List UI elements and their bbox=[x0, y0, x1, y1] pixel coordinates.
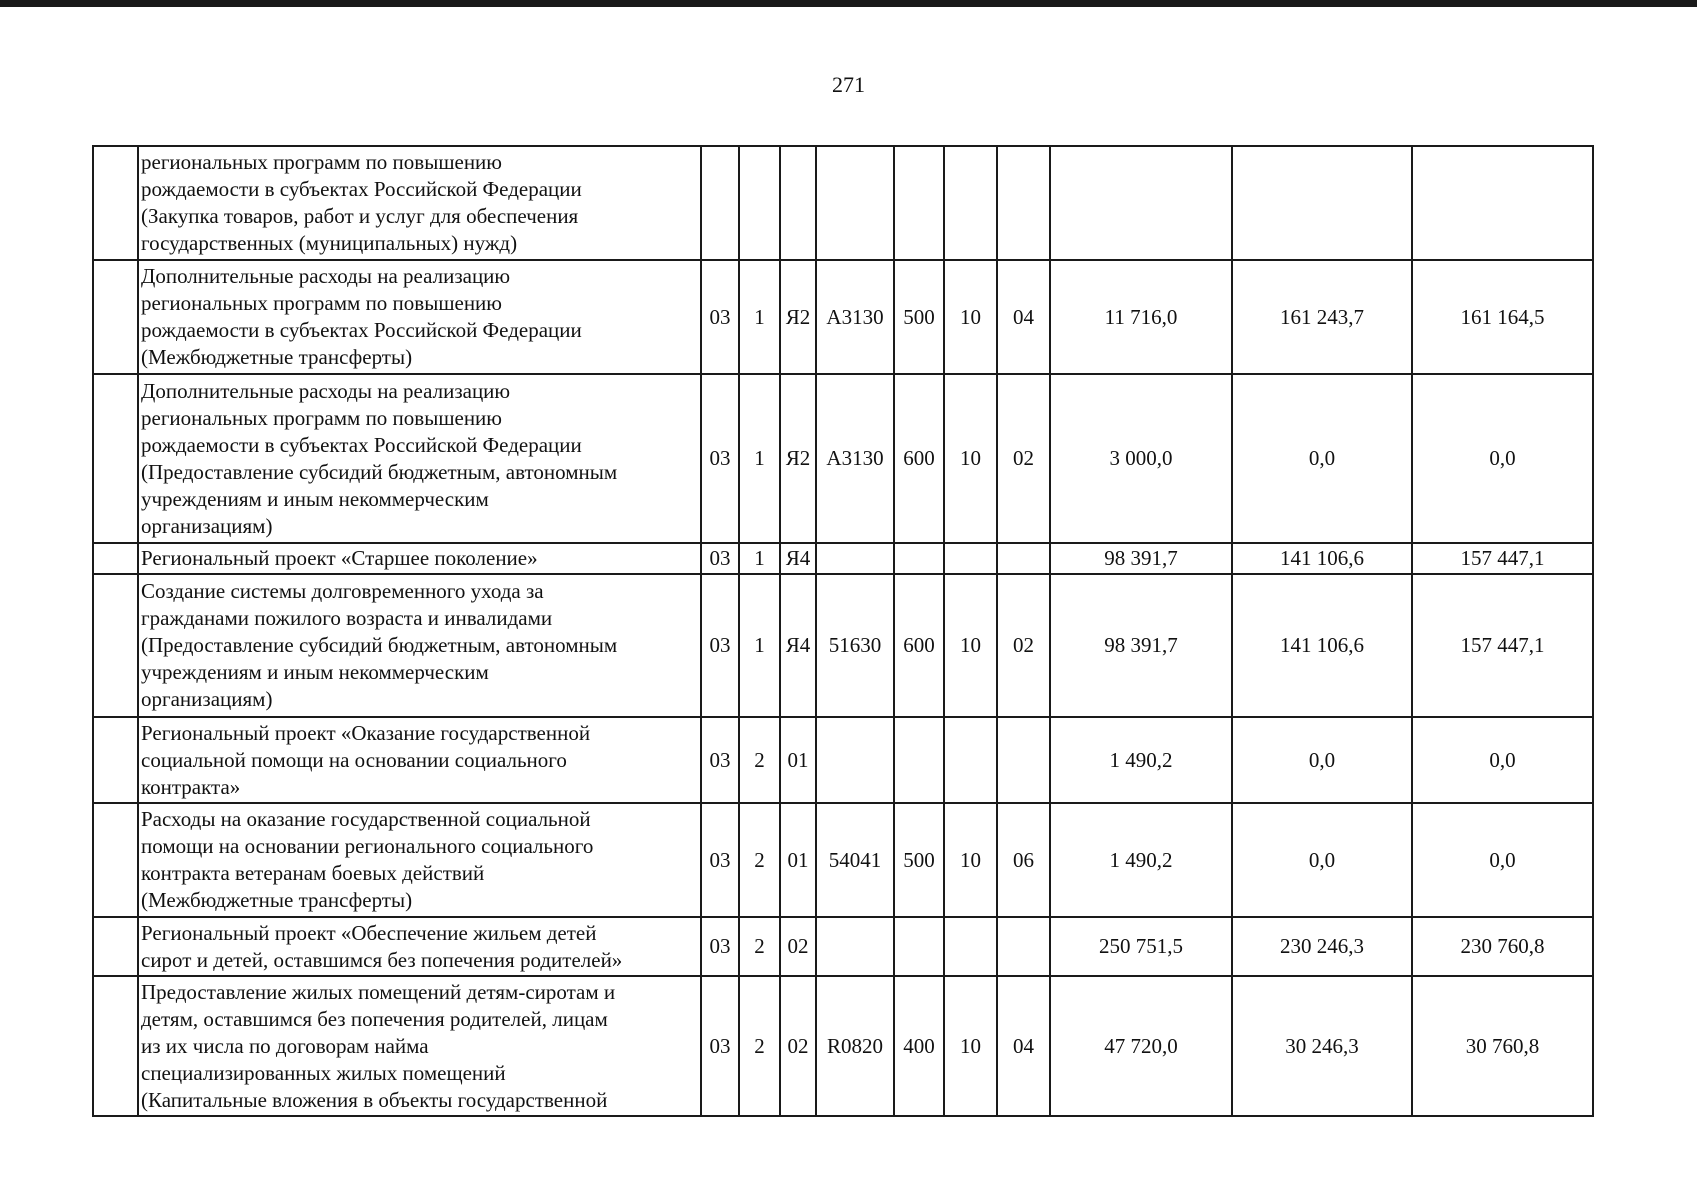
code-cell-section: 10 bbox=[944, 260, 997, 374]
description-line: региональных программ по повышению bbox=[141, 291, 502, 315]
row-description bbox=[138, 574, 701, 717]
code-cell-project: 02 bbox=[780, 917, 816, 976]
amount-year-2: 141 106,6 bbox=[1232, 543, 1412, 574]
code-cell-direction: 54041 bbox=[816, 803, 894, 917]
code-cell-section: 10 bbox=[944, 374, 997, 543]
description-line: рождаемости в субъектах Российской Федерации bbox=[141, 318, 582, 342]
amount-year-2: 30 246,3 bbox=[1232, 976, 1412, 1116]
row-marker-cell bbox=[93, 976, 138, 1116]
code-cell-project: 01 bbox=[780, 717, 816, 803]
row-marker-cell bbox=[93, 803, 138, 917]
description-line: организациям) bbox=[141, 513, 273, 538]
amount-year-3: 30 760,8 bbox=[1412, 976, 1593, 1116]
code-cell-section bbox=[944, 717, 997, 803]
description-line: детям, оставшимся без попечения родителей, лицам bbox=[141, 1006, 608, 1031]
code-cell-subsection bbox=[997, 917, 1050, 976]
description-line: (Межбюджетные трансферты) bbox=[141, 888, 413, 912]
amount-year-1: 98 391,7 bbox=[1050, 543, 1232, 574]
description-line: региональных программ по повышению bbox=[141, 150, 502, 174]
code-cell-gp bbox=[701, 146, 739, 260]
description-line: государственных (муниципальных) нужд) bbox=[141, 231, 518, 255]
page-number: 271 bbox=[832, 72, 865, 97]
description-line: Создание системы долговременного ухода за bbox=[141, 579, 544, 603]
description-line: Дополнительные расходы на реализацию bbox=[141, 264, 511, 288]
code-cell-pgp: 2 bbox=[739, 976, 780, 1116]
code-cell-direction bbox=[816, 917, 894, 976]
code-cell-subsection bbox=[997, 146, 1050, 260]
code-cell-gp: 03 bbox=[701, 917, 739, 976]
code-cell-expense-type bbox=[894, 717, 944, 803]
amount-year-2: 0,0 bbox=[1232, 374, 1412, 543]
code-cell-direction bbox=[816, 543, 894, 574]
code-cell-gp: 03 bbox=[701, 543, 739, 574]
code-cell-project: Я4 bbox=[780, 574, 816, 717]
code-cell-section: 10 bbox=[944, 574, 997, 717]
code-cell-expense-type: 500 bbox=[894, 803, 944, 917]
description-line: контракта ветеранам боевых действий bbox=[141, 861, 485, 885]
code-cell-expense-type: 400 bbox=[894, 976, 944, 1116]
row-description bbox=[138, 976, 701, 1116]
code-cell-gp: 03 bbox=[701, 574, 739, 717]
amount-year-1: 1 490,2 bbox=[1050, 803, 1232, 917]
code-cell-project: Я4 bbox=[780, 543, 816, 574]
amount-year-1: 98 391,7 bbox=[1050, 574, 1232, 717]
code-cell-subsection bbox=[997, 543, 1050, 574]
row-marker-cell bbox=[93, 260, 138, 374]
amount-year-1: 11 716,0 bbox=[1050, 260, 1232, 374]
code-cell-pgp: 2 bbox=[739, 803, 780, 917]
code-cell-project: 02 bbox=[780, 976, 816, 1116]
table-row bbox=[93, 976, 1593, 1116]
row-marker-cell bbox=[93, 917, 138, 976]
code-cell-project: Я2 bbox=[780, 374, 816, 543]
code-cell-subsection: 04 bbox=[997, 260, 1050, 374]
row-marker-cell bbox=[93, 717, 138, 803]
description-line: контракта» bbox=[141, 774, 241, 799]
code-cell-project bbox=[780, 146, 816, 260]
description-line: Предоставление жилых помещений детям-сиротам и bbox=[141, 979, 616, 1004]
code-cell-pgp: 1 bbox=[739, 374, 780, 543]
code-cell-subsection: 02 bbox=[997, 574, 1050, 717]
amount-year-1: 47 720,0 bbox=[1050, 976, 1232, 1116]
code-cell-expense-type bbox=[894, 543, 944, 574]
code-cell-direction: А3130 bbox=[816, 374, 894, 543]
code-cell-section bbox=[944, 146, 997, 260]
code-cell-pgp: 2 bbox=[739, 917, 780, 976]
amount-year-3: 161 164,5 bbox=[1412, 260, 1593, 374]
amount-year-3: 157 447,1 bbox=[1412, 574, 1593, 717]
code-cell-subsection: 04 bbox=[997, 976, 1050, 1116]
amount-year-3: 0,0 bbox=[1412, 717, 1593, 803]
description-line: (Предоставление субсидий бюджетным, автономным bbox=[141, 459, 618, 484]
table-row bbox=[93, 574, 1593, 717]
table-row bbox=[93, 146, 1593, 260]
amount-year-2: 230 246,3 bbox=[1232, 917, 1412, 976]
description-line: (Предоставление субсидий бюджетным, автономным bbox=[141, 633, 618, 657]
code-cell-direction: R0820 bbox=[816, 976, 894, 1116]
code-cell-pgp: 2 bbox=[739, 717, 780, 803]
code-cell-expense-type: 500 bbox=[894, 260, 944, 374]
description-line: помощи на основании регионального социального bbox=[141, 834, 594, 858]
code-cell-gp: 03 bbox=[701, 717, 739, 803]
description-line: гражданами пожилого возраста и инвалидами bbox=[141, 606, 553, 630]
code-cell-section: 10 bbox=[944, 803, 997, 917]
code-cell-subsection bbox=[997, 717, 1050, 803]
row-description bbox=[138, 717, 701, 803]
amount-year-2: 141 106,6 bbox=[1232, 574, 1412, 717]
code-cell-expense-type bbox=[894, 917, 944, 976]
row-description bbox=[138, 917, 701, 976]
code-cell-direction: 51630 bbox=[816, 574, 894, 717]
description-line: специализированных жилых помещений bbox=[141, 1060, 506, 1085]
scan-top-border bbox=[0, 0, 1697, 7]
description-line: Дополнительные расходы на реализацию bbox=[141, 378, 511, 403]
description-line: региональных программ по повышению bbox=[141, 405, 502, 430]
row-description bbox=[138, 543, 701, 574]
code-cell-direction bbox=[816, 146, 894, 260]
description-line: Расходы на оказание государственной социальной bbox=[141, 807, 591, 831]
amount-year-2: 0,0 bbox=[1232, 717, 1412, 803]
row-description bbox=[138, 374, 701, 543]
code-cell-section bbox=[944, 543, 997, 574]
amount-year-2: 0,0 bbox=[1232, 803, 1412, 917]
description-line: Региональный проект «Оказание государственной bbox=[141, 720, 591, 745]
amount-year-1: 3 000,0 bbox=[1050, 374, 1232, 543]
code-cell-pgp: 1 bbox=[739, 574, 780, 717]
amount-year-3: 0,0 bbox=[1412, 374, 1593, 543]
code-cell-direction bbox=[816, 717, 894, 803]
row-marker-cell bbox=[93, 374, 138, 543]
amount-year-3: 230 760,8 bbox=[1412, 917, 1593, 976]
description-line: Региональный проект «Старшее поколение» bbox=[141, 546, 538, 570]
code-cell-gp: 03 bbox=[701, 260, 739, 374]
amount-year-3 bbox=[1412, 146, 1593, 260]
table-row bbox=[93, 260, 1593, 374]
row-marker-cell bbox=[93, 574, 138, 717]
code-cell-subsection: 06 bbox=[997, 803, 1050, 917]
code-cell-expense-type: 600 bbox=[894, 374, 944, 543]
code-cell-project: 01 bbox=[780, 803, 816, 917]
description-line: учреждениям и иным некоммерческим bbox=[141, 660, 489, 684]
row-description bbox=[138, 803, 701, 917]
code-cell-section bbox=[944, 917, 997, 976]
code-cell-pgp: 1 bbox=[739, 543, 780, 574]
description-line: сирот и детей, оставшимся без попечения родителей» bbox=[141, 947, 623, 972]
description-line: организациям) bbox=[141, 687, 273, 711]
description-line: учреждениям и иным некоммерческим bbox=[141, 486, 489, 511]
table-row bbox=[93, 803, 1593, 917]
code-cell-expense-type bbox=[894, 146, 944, 260]
description-line: социальной помощи на основании социального bbox=[141, 747, 567, 772]
budget-table-body bbox=[93, 146, 1593, 1116]
code-cell-gp: 03 bbox=[701, 976, 739, 1116]
code-cell-direction: А3130 bbox=[816, 260, 894, 374]
code-cell-pgp bbox=[739, 146, 780, 260]
code-cell-section: 10 bbox=[944, 976, 997, 1116]
code-cell-gp: 03 bbox=[701, 374, 739, 543]
amount-year-2: 161 243,7 bbox=[1232, 260, 1412, 374]
code-cell-pgp: 1 bbox=[739, 260, 780, 374]
budget-table bbox=[92, 145, 1594, 1117]
table-row bbox=[93, 374, 1593, 543]
row-marker-cell bbox=[93, 543, 138, 574]
row-description bbox=[138, 260, 701, 374]
amount-year-3: 0,0 bbox=[1412, 803, 1593, 917]
description-line: (Межбюджетные трансферты) bbox=[141, 345, 413, 369]
code-cell-project: Я2 bbox=[780, 260, 816, 374]
code-cell-subsection: 02 bbox=[997, 374, 1050, 543]
row-marker-cell bbox=[93, 146, 138, 260]
table-row bbox=[93, 543, 1593, 574]
amount-year-1: 250 751,5 bbox=[1050, 917, 1232, 976]
amount-year-2 bbox=[1232, 146, 1412, 260]
description-line: из их числа по договорам найма bbox=[141, 1033, 429, 1058]
amount-year-1: 1 490,2 bbox=[1050, 717, 1232, 803]
amount-year-3: 157 447,1 bbox=[1412, 543, 1593, 574]
description-line: рождаемости в субъектах Российской Федерации bbox=[141, 432, 582, 457]
description-line: (Капитальные вложения в объекты государственной bbox=[141, 1087, 608, 1112]
table-row bbox=[93, 917, 1593, 976]
code-cell-gp: 03 bbox=[701, 803, 739, 917]
row-description bbox=[138, 146, 701, 260]
code-cell-expense-type: 600 bbox=[894, 574, 944, 717]
table-row bbox=[93, 717, 1593, 803]
description-line: (Закупка товаров, работ и услуг для обеспечения bbox=[141, 204, 579, 228]
description-line: Региональный проект «Обеспечение жильем детей bbox=[141, 920, 597, 945]
description-line: рождаемости в субъектах Российской Федерации bbox=[141, 177, 582, 201]
amount-year-1 bbox=[1050, 146, 1232, 260]
